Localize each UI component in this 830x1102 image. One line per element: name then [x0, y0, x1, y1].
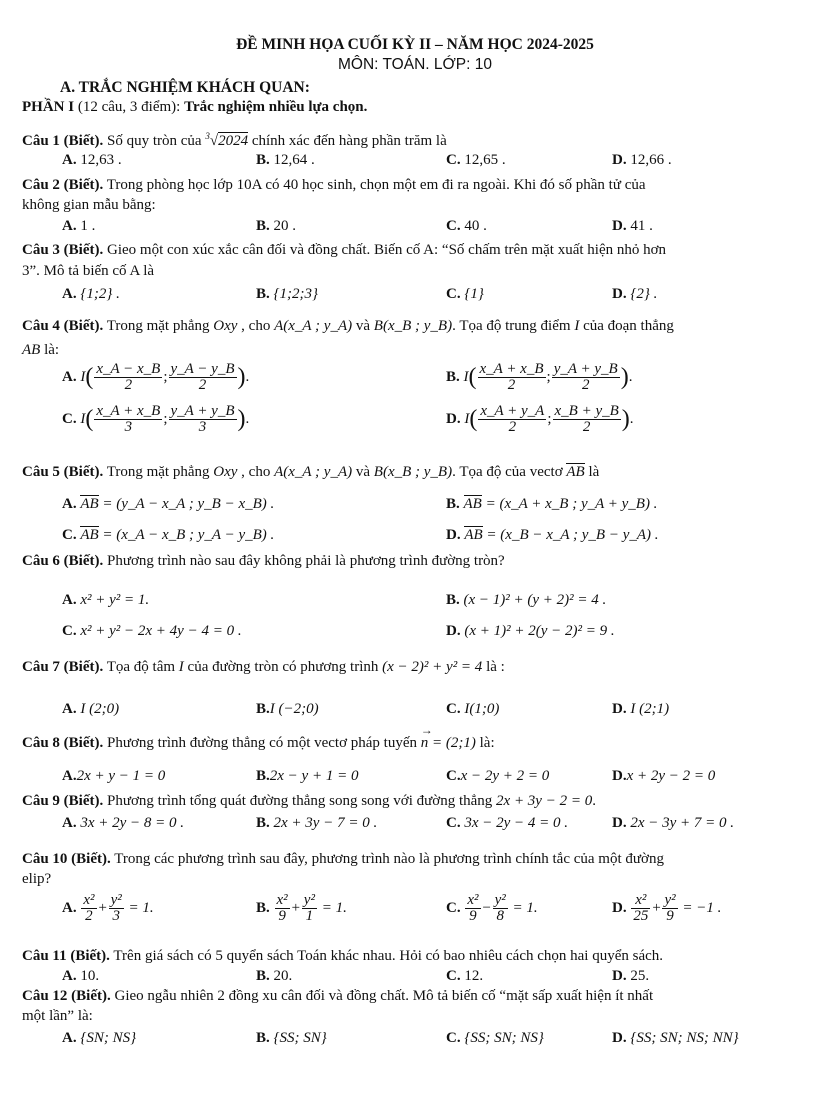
option-label: A.: [62, 496, 77, 512]
numerator: y²: [494, 892, 506, 908]
option-label: D.: [612, 968, 627, 984]
numerator: x²: [467, 892, 479, 908]
option-text: x² + y² = 1.: [80, 592, 150, 608]
q5-option-b[interactable]: [446, 495, 657, 513]
question-label: Câu 2 (Biết).: [22, 177, 104, 193]
numerator: x_A + x_B: [96, 403, 161, 419]
fraction: [478, 362, 546, 393]
q7-option-c[interactable]: [446, 701, 499, 718]
option-text: I (2;0): [80, 701, 120, 717]
question-7-stem: [22, 659, 505, 676]
fraction: [465, 893, 480, 924]
part-note: (12 câu, 3 điểm):: [74, 99, 185, 115]
question-text: là:: [475, 735, 495, 751]
numerator: x_A + x_B: [479, 361, 544, 377]
question-label: Câu 11 (Biết).: [22, 948, 110, 964]
question-label: Câu 5 (Biết).: [22, 464, 104, 480]
part-prefix: PHẦN I: [22, 99, 75, 115]
math-plane: Oxy: [213, 318, 238, 334]
question-3-stem-cont: 3”. Mô tả biến cố A là: [22, 263, 155, 279]
option-label: C.: [62, 623, 77, 639]
question-text: và: [352, 464, 374, 480]
question-text: Trong mặt phẳng: [103, 464, 214, 480]
option-label: A.: [62, 368, 77, 385]
numerator: x²: [631, 893, 650, 909]
question-label: Câu 3 (Biết).: [22, 242, 104, 258]
q7-option-d[interactable]: [612, 701, 669, 718]
question-6-stem: [22, 553, 505, 570]
option-text: {1;2;3}: [273, 286, 319, 302]
question-text: Phương trình đường thẳng có một vectơ pháp tuyến: [103, 735, 421, 751]
point-name: I: [463, 368, 469, 385]
q3-option-a[interactable]: [62, 286, 120, 303]
option-label: B.: [256, 968, 270, 984]
q3-option-d[interactable]: [612, 286, 657, 303]
question-9-stem: [22, 793, 596, 810]
option-label: D.: [612, 899, 627, 916]
paren-close: ): [237, 406, 246, 432]
point-name: I: [464, 410, 470, 427]
q2-option-c[interactable]: [446, 218, 487, 235]
option-label: D.: [446, 623, 461, 639]
paren-close: ): [621, 406, 630, 432]
q12-option-b[interactable]: [256, 1030, 327, 1047]
math-point-b: B(x_B ; y_B): [373, 464, 453, 480]
q10-option-b[interactable]: [256, 893, 347, 924]
fraction: [169, 362, 237, 393]
q3-option-b[interactable]: [256, 286, 318, 303]
option-label: A.: [62, 768, 77, 784]
option-label: D.: [612, 815, 627, 831]
option-text: 1 .: [80, 218, 96, 234]
option-label: A.: [62, 218, 77, 234]
denominator: 3: [124, 419, 133, 435]
q5-option-c[interactable]: [62, 526, 274, 544]
question-3-stem: [22, 242, 666, 259]
denominator: 3: [198, 419, 207, 435]
option-text: {SS; SN; NS; NN}: [630, 1030, 739, 1046]
arrow-icon: →: [420, 723, 433, 737]
question-text: và: [352, 318, 374, 334]
q1-option-c[interactable]: [446, 152, 506, 169]
paren-close: ): [237, 364, 246, 390]
fraction: [478, 404, 546, 435]
vector-ab: AB: [80, 496, 99, 512]
option-label: A.: [62, 701, 77, 717]
q3-option-c[interactable]: [446, 286, 484, 303]
denominator: 25: [633, 908, 649, 924]
q9-option-c[interactable]: [446, 815, 568, 832]
paren-open: (: [85, 364, 94, 390]
option-text: = 1.: [124, 899, 154, 916]
q2-option-d[interactable]: [612, 218, 653, 235]
point-name: I: [80, 410, 86, 427]
option-text: (x + 1)² + 2(y − 2)² = 9 .: [464, 623, 615, 639]
q7-option-a[interactable]: [62, 701, 119, 718]
math-plane: Oxy: [213, 464, 238, 480]
question-text: của đường tròn có phương trình: [183, 659, 383, 675]
option-text: x − 2y + 2 = 0: [460, 768, 550, 784]
question-text: . Tọa độ trung điểm: [452, 318, 575, 334]
numerator: x_A + y_A: [480, 403, 545, 419]
vector-ab: AB: [80, 527, 99, 543]
option-text: I (−2;0): [269, 701, 319, 717]
fraction: [631, 893, 650, 924]
q4-option-a[interactable]: A. I( $\frac{x\_A - x\_B}{2}$ ; $\frac{y\_A - y\_B}{2}$ ).: [62, 361, 250, 393]
fraction: [662, 893, 677, 924]
paren-close: ): [620, 364, 629, 390]
question-text: Gieo ngẫu nhiên 2 đồng xu cân đối và đồng chất. Mô tả biến cố “mặt sấp xuất hiện ít nhất: [110, 988, 654, 1004]
numerator: y_A + y_B: [170, 403, 235, 419]
question-5-stem: [22, 463, 599, 481]
option-label: C.: [446, 815, 461, 831]
denominator: 9: [666, 908, 674, 924]
option-label: D.: [612, 1030, 627, 1046]
denominator: 9: [469, 908, 477, 924]
q2-option-a[interactable]: [62, 218, 95, 235]
question-12-stem-cont: một lần” là:: [22, 1008, 93, 1024]
fraction: [94, 362, 162, 393]
option-text: 25.: [630, 968, 650, 984]
option-text: = (x_B − x_A ; y_B − y_A) .: [482, 527, 659, 543]
question-text: . Tọa độ của vectơ: [452, 464, 567, 480]
q9-option-d[interactable]: [612, 815, 734, 832]
radical-index: 3: [205, 131, 210, 141]
option-label: C.: [446, 218, 461, 234]
option-label: A.: [62, 899, 77, 916]
option-label: D.: [612, 768, 627, 784]
numerator: x_A − x_B: [96, 361, 161, 377]
option-label: B.: [256, 899, 270, 916]
option-label: B.: [446, 368, 460, 385]
denominator: 2: [198, 377, 207, 393]
q11-option-a[interactable]: [62, 968, 99, 985]
option-text: (x − 1)² + (y + 2)² = 4 .: [463, 592, 607, 608]
option-label: B.: [256, 152, 270, 168]
question-text: Trong mặt phẳng: [103, 318, 214, 334]
option-label: C.: [446, 1030, 461, 1046]
option-text: = (x_A + x_B ; y_A + y_B) .: [481, 496, 658, 512]
q8-option-a[interactable]: [62, 768, 165, 785]
q11-option-b[interactable]: [256, 968, 292, 985]
option-text: 2x − y + 1 = 0: [269, 768, 359, 784]
option-text: 41 .: [630, 218, 653, 234]
question-2-stem-cont: không gian mẫu bằng:: [22, 197, 156, 213]
denominator: 2: [507, 377, 516, 393]
option-text: 12,63 .: [80, 152, 122, 168]
point-name: I: [80, 368, 86, 385]
option-text: x² + y² − 2x + 4y − 4 = 0 .: [80, 623, 242, 639]
option-text: 3x + 2y − 8 = 0 .: [80, 815, 185, 831]
question-4-stem: [22, 318, 674, 335]
q1-option-d[interactable]: [612, 152, 672, 169]
numerator: y²: [303, 892, 315, 908]
option-text: x + 2y − 2 = 0: [626, 768, 716, 784]
math-center: I: [178, 659, 184, 675]
denominator: 9: [278, 908, 286, 924]
option-text: 40 .: [464, 218, 487, 234]
question-text: Phương trình tổng quát đường thẳng song song với đường thẳng: [103, 793, 497, 809]
fraction: [81, 893, 96, 924]
q6-option-a[interactable]: [62, 592, 149, 609]
q11-option-c[interactable]: [446, 968, 483, 985]
denominator: 3: [112, 908, 120, 924]
question-label: Câu 12 (Biết).: [22, 988, 111, 1004]
question-text: Gieo một con xúc xắc cân đối và đồng chất. Biến cố A: “Số chấm trên mặt xuất hiện nhỏ hơn: [103, 242, 667, 258]
denominator: 2: [85, 908, 93, 924]
option-label: C.: [446, 768, 461, 784]
math-segment: AB: [22, 342, 41, 358]
q2-option-b[interactable]: [256, 218, 296, 235]
option-text: {SN; NS}: [80, 1030, 137, 1046]
question-11-stem: [22, 948, 663, 965]
option-label: A.: [62, 968, 77, 984]
q12-option-c[interactable]: [446, 1030, 544, 1047]
math-equation: = (2;1): [428, 735, 476, 751]
question-text: , cho: [237, 464, 275, 480]
paren-open: (: [468, 364, 477, 390]
option-text: = 1.: [317, 899, 347, 916]
question-text: Phương trình nào sau đây không phải là phương trình đường tròn?: [103, 553, 505, 569]
option-text: 10.: [80, 968, 100, 984]
option-label: C.: [446, 968, 461, 984]
paren-open: (: [469, 406, 478, 432]
numerator: x²: [83, 892, 95, 908]
option-text: 2x + 3y − 7 = 0 .: [273, 815, 378, 831]
question-text: là :: [482, 659, 505, 675]
option-label: C.: [446, 152, 461, 168]
operator: +: [97, 899, 108, 916]
option-text: 12,64 .: [273, 152, 315, 168]
question-label: Câu 10 (Biết).: [22, 851, 111, 867]
option-text: 2x + y − 1 = 0: [76, 768, 166, 784]
radical-body: 2024: [218, 133, 249, 149]
q12-option-d[interactable]: [612, 1030, 739, 1047]
fraction: [169, 404, 237, 435]
question-10-stem: [22, 851, 664, 868]
option-text: {SS; SN; NS}: [464, 1030, 544, 1046]
numerator: x_B + y_B: [554, 403, 619, 419]
question-text: chính xác đến hàng phần trăm là: [248, 133, 447, 149]
vector-ab: AB: [464, 527, 483, 543]
question-8-stem: [22, 723, 495, 752]
option-text: 20 .: [273, 218, 297, 234]
question-label: Câu 1 (Biết).: [22, 133, 104, 149]
q1-option-a[interactable]: [62, 152, 122, 169]
fraction: [275, 893, 290, 924]
option-label: D.: [612, 152, 627, 168]
q10-option-a[interactable]: [62, 893, 154, 924]
section-heading: A. TRẮC NGHIỆM KHÁCH QUAN:: [60, 79, 310, 96]
math-midpoint: I: [574, 318, 580, 334]
question-text: là:: [40, 342, 60, 358]
numerator: y_A − y_B: [170, 361, 235, 377]
option-label: C.: [446, 286, 461, 302]
subject-line: MÔN: TOÁN. LỚP: 10: [338, 56, 492, 73]
option-label: D.: [446, 527, 461, 543]
option-label: C.: [62, 527, 77, 543]
option-text: 12.: [464, 968, 484, 984]
option-label: A.: [62, 815, 77, 831]
option-label: B.: [256, 286, 270, 302]
option-text: 2x − 3y + 7 = 0 .: [630, 815, 735, 831]
q4-option-c[interactable]: C. I( $\frac{x\_A + x\_B}{3}$ ; $\frac{y\_A + y\_B}{3}$ ).: [62, 403, 250, 435]
question-1-stem: [22, 131, 447, 150]
question-4-stem-cont: [22, 342, 59, 359]
q8-option-c[interactable]: [446, 768, 549, 785]
question-text: .: [592, 793, 596, 809]
math-point-a: A(x_A ; y_A): [274, 318, 353, 334]
normal-vector: [420, 723, 433, 751]
question-text: Trong phòng học lớp 10A có 40 học sinh, chọn một em đi ra ngoài. Khi đó số phần tử của: [103, 177, 646, 193]
exam-title: ĐỀ MINH HỌA CUỐI KỲ II – NĂM HỌC 2024-2025: [236, 36, 594, 53]
q5-option-a[interactable]: [62, 495, 274, 513]
question-text: của đoạn thẳng: [579, 318, 674, 334]
option-text: {1}: [464, 286, 484, 302]
q11-option-d[interactable]: [612, 968, 649, 985]
numerator: y_A + y_B: [553, 361, 618, 377]
option-text: 20.: [273, 968, 293, 984]
numerator: y²: [110, 892, 122, 908]
fraction: [109, 893, 124, 924]
question-label: Câu 9 (Biết).: [22, 793, 104, 809]
part-title: Trắc nghiệm nhiều lựa chọn.: [184, 99, 368, 115]
numerator: x²: [276, 892, 288, 908]
option-label: A.: [62, 152, 77, 168]
option-text: = (x_A − x_B ; y_A − y_B) .: [98, 527, 275, 543]
q7-option-b[interactable]: [256, 701, 319, 718]
option-text: 12,65 .: [464, 152, 506, 168]
question-label: Câu 4 (Biết).: [22, 318, 104, 334]
question-label: Câu 7 (Biết).: [22, 659, 104, 675]
option-text: 3x − 2y − 4 = 0 .: [464, 815, 569, 831]
numerator: y²: [664, 892, 676, 908]
option-label: A.: [62, 592, 77, 608]
option-text: {SS; SN}: [273, 1030, 327, 1046]
question-10-stem-cont: elip?: [22, 871, 52, 887]
option-text: = (y_A − x_A ; y_B − x_B) .: [98, 496, 275, 512]
part-heading: [22, 99, 367, 116]
option-label: A.: [62, 1030, 77, 1046]
denominator: 2: [581, 377, 590, 393]
question-text: Tọa độ tâm: [103, 659, 179, 675]
fraction: [493, 893, 508, 924]
option-label: B.: [446, 496, 460, 512]
q1-option-b[interactable]: [256, 152, 315, 169]
math-equation: 2x + 3y − 2 = 0: [496, 793, 593, 809]
fraction: [302, 893, 317, 924]
option-label: C.: [446, 899, 461, 916]
denominator: 2: [582, 419, 591, 435]
option-text: I(1;0): [464, 701, 500, 717]
q12-option-a[interactable]: [62, 1030, 136, 1047]
math-equation: (x − 2)² + y² = 4: [382, 659, 483, 675]
fraction: [552, 362, 620, 393]
option-text: I (2;1): [630, 701, 670, 717]
question-12-stem: [22, 988, 653, 1005]
fraction: [94, 404, 162, 435]
option-label: A.: [62, 286, 77, 302]
option-label: B.: [256, 815, 270, 831]
question-text: , cho: [237, 318, 275, 334]
q10-option-c[interactable]: [446, 893, 538, 924]
vector-n: n: [420, 735, 429, 751]
question-text: Trên giá sách có 5 quyển sách Toán khác nhau. Hỏi có bao nhiêu cách chọn hai quyển sách.: [109, 948, 664, 964]
cube-root: $^3$√2024: [205, 131, 249, 149]
denominator: 8: [496, 908, 504, 924]
operator: +: [651, 899, 662, 916]
option-label: B.: [256, 701, 270, 717]
option-label: D.: [612, 218, 627, 234]
q9-option-a[interactable]: [62, 815, 184, 832]
denominator: 2: [508, 419, 517, 435]
math-point-a: A(x_A ; y_A): [274, 464, 353, 480]
question-2-stem: [22, 177, 646, 194]
q4-option-b[interactable]: B. I( $\frac{x\_A + x\_B}{2}$ ; $\frac{y\_A + y\_B}{2}$ ).: [446, 361, 633, 393]
q4-option-d[interactable]: D. I( $\frac{x\_A + y\_A}{2}$ ; $\frac{x\_B + y\_B}{2}$ ).: [446, 403, 634, 435]
option-label: D.: [446, 410, 461, 427]
denominator: 2: [124, 377, 133, 393]
question-label: Câu 6 (Biết).: [22, 553, 104, 569]
q8-option-b[interactable]: [256, 768, 358, 785]
math-point-b: B(x_B ; y_B): [373, 318, 453, 334]
fraction: [553, 404, 621, 435]
q6-option-b[interactable]: [446, 592, 606, 609]
q9-option-b[interactable]: [256, 815, 377, 832]
option-text: {2} .: [630, 286, 658, 302]
question-text: Số quy tròn của: [103, 133, 206, 149]
vector-ab: AB: [566, 464, 585, 480]
option-text: {1;2} .: [80, 286, 120, 302]
denominator: 1: [305, 908, 314, 924]
option-label: B.: [256, 768, 270, 784]
option-label: C.: [62, 410, 77, 427]
vector-ab: AB: [463, 496, 482, 512]
option-label: B.: [446, 592, 460, 608]
q5-option-d[interactable]: [446, 526, 659, 544]
operator: −: [481, 899, 492, 916]
q8-option-d[interactable]: [612, 768, 715, 785]
option-label: C.: [446, 701, 461, 717]
paren-open: (: [85, 406, 94, 432]
option-text: = −1 .: [678, 899, 722, 916]
question-text: Trong các phương trình sau đây, phương trình nào là phương trình chính tắc của một đường: [110, 851, 664, 867]
option-label: D.: [612, 701, 627, 717]
option-label: B.: [256, 1030, 270, 1046]
option-label: B.: [256, 218, 270, 234]
operator: +: [290, 899, 301, 916]
option-text: 12,66 .: [630, 152, 672, 168]
option-label: D.: [612, 286, 627, 302]
option-text: = 1.: [508, 899, 538, 916]
q6-option-c[interactable]: [62, 623, 242, 640]
q6-option-d[interactable]: [446, 623, 615, 640]
question-text: là: [584, 464, 600, 480]
question-label: Câu 8 (Biết).: [22, 735, 104, 751]
q10-option-d[interactable]: [612, 893, 721, 924]
